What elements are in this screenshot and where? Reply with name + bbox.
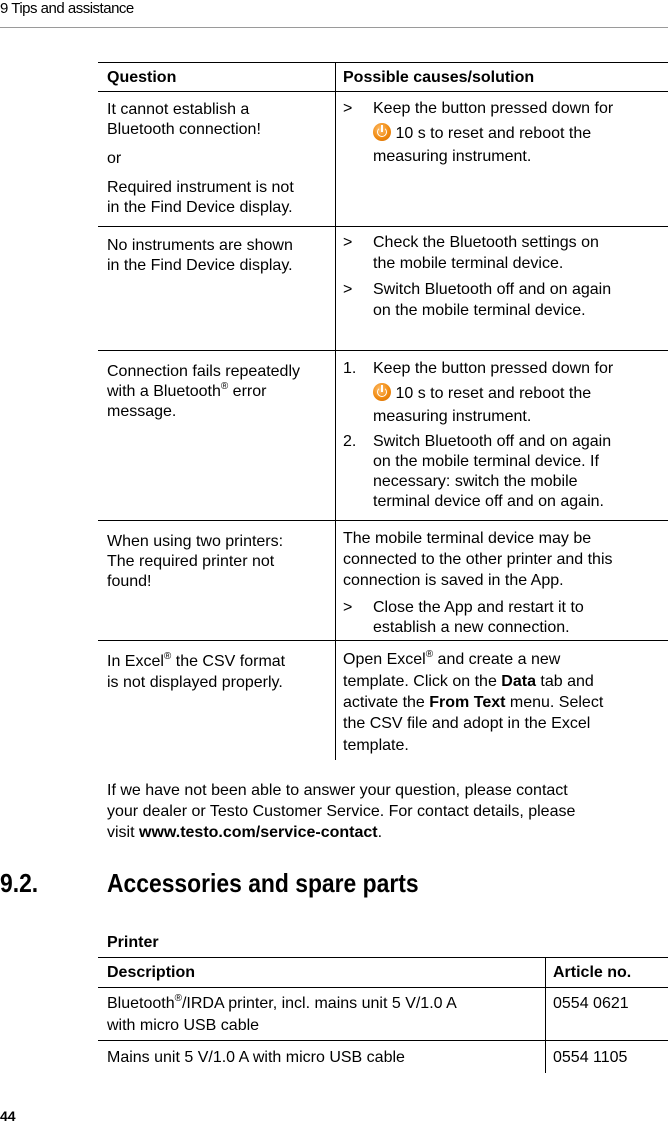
list-item [343,99,663,169]
solution-text: terminal device off and on again. [373,493,604,510]
paragraph-line: your dealer or Testo Customer Service. For contact details, please [107,803,576,820]
table-rule [98,520,668,521]
question-text: In Excel® the CSV format [107,651,286,670]
power-button-icon [373,383,391,401]
question-text: The required printer not [107,553,275,570]
solution-text: establish a new connection. [373,619,570,636]
list-marker: > [343,281,353,298]
table-rule [98,1040,668,1041]
list-item [343,598,663,638]
solution-text: necessary: switch the mobile [373,473,578,490]
list-marker: > [343,100,353,117]
question-text: No instruments are shown [107,237,293,254]
solution-line: 10 s to reset and reboot the [373,383,591,404]
solution-text: measuring instrument. [373,408,532,425]
list-item [343,359,663,429]
question-text: or [107,150,122,167]
solution-text: connected to the other printer and this [343,551,613,568]
column-divider [335,62,336,760]
list-item [343,233,663,277]
description-text: Bluetooth®/IRDA printer, incl. mains unit 5 V/1.0 A [107,993,457,1012]
running-header [0,0,668,28]
section-title: Accessories and spare parts [107,868,419,898]
solution-text: the CSV file and adopt in the Excel [343,715,591,732]
column-header-description: Description [107,964,196,981]
running-title: 9 Tips and assistance [0,0,134,17]
question-text: Bluetooth connection! [107,121,261,138]
column-header-question: Question [107,69,177,86]
solution-text: on the mobile terminal device. [373,302,586,319]
column-divider [545,957,546,1073]
solution-text: the mobile terminal device. [373,255,564,272]
column-header-article: Article no. [553,964,632,981]
solution-text: Open Excel® and create a new [343,649,561,668]
table-rule [98,226,668,227]
question-text: is not displayed properly. [107,674,283,691]
article-number: 0554 1105 [553,1049,628,1066]
table-rule [98,987,668,988]
question-text: in the Find Device display. [107,199,293,216]
solution-text: Switch Bluetooth off and on again [373,281,612,298]
table-rule [98,640,668,641]
solution-text: connection is saved in the App. [343,572,564,589]
description-text: Mains unit 5 V/1.0 A with micro USB cable [107,1049,405,1066]
list-marker: > [343,234,353,251]
solution-text: template. Click on the Data tab and [343,673,594,690]
section-number: 9.2. [0,868,39,898]
question-text: message. [107,403,177,420]
question-text: It cannot establish a [107,101,250,118]
column-header-causes: Possible causes/solution [343,69,535,86]
solution-text: The mobile terminal device may be [343,530,592,547]
solution-text: template. [343,737,409,754]
table-rule [98,62,668,63]
description-text: with micro USB cable [107,1017,260,1034]
table-rule [98,350,668,351]
power-button-icon [373,123,391,141]
solution-text: Close the App and restart it to [373,599,584,616]
table-rule [98,957,668,958]
question-text: When using two printers: [107,533,284,550]
article-number: 0554 0621 [553,995,629,1012]
list-marker: 2. [343,433,357,450]
solution-text: Check the Bluetooth settings on [373,234,599,251]
question-text: Connection fails repeatedly [107,363,301,380]
question-text: in the Find Device display. [107,257,293,274]
question-text: Required instrument is not [107,179,294,196]
solution-text: Switch Bluetooth off and on again [373,433,612,450]
question-text: with a Bluetooth® error [107,381,267,400]
question-text: found! [107,573,152,590]
solution-text: measuring instrument. [373,148,532,165]
list-marker: 1. [343,360,357,377]
list-marker: > [343,599,353,616]
list-item [343,280,663,324]
paragraph-line: visit www.testo.com/service-contact. [107,824,383,841]
paragraph-line: If we have not been able to answer your question, please contact [107,782,568,799]
solution-line: 10 s to reset and reboot the [373,123,591,144]
page-number: 44 [0,1108,16,1124]
printer-heading: Printer [107,934,159,951]
solution-text: on the mobile terminal device. If [373,453,599,470]
service-contact-link[interactable]: www.testo.com/service-contact [139,824,378,841]
table-rule [98,91,668,92]
list-item [343,432,663,516]
solution-text: activate the From Text menu. Select [343,694,604,711]
solution-text: Keep the button pressed down for [373,360,614,377]
solution-text: Keep the button pressed down for [373,100,614,117]
